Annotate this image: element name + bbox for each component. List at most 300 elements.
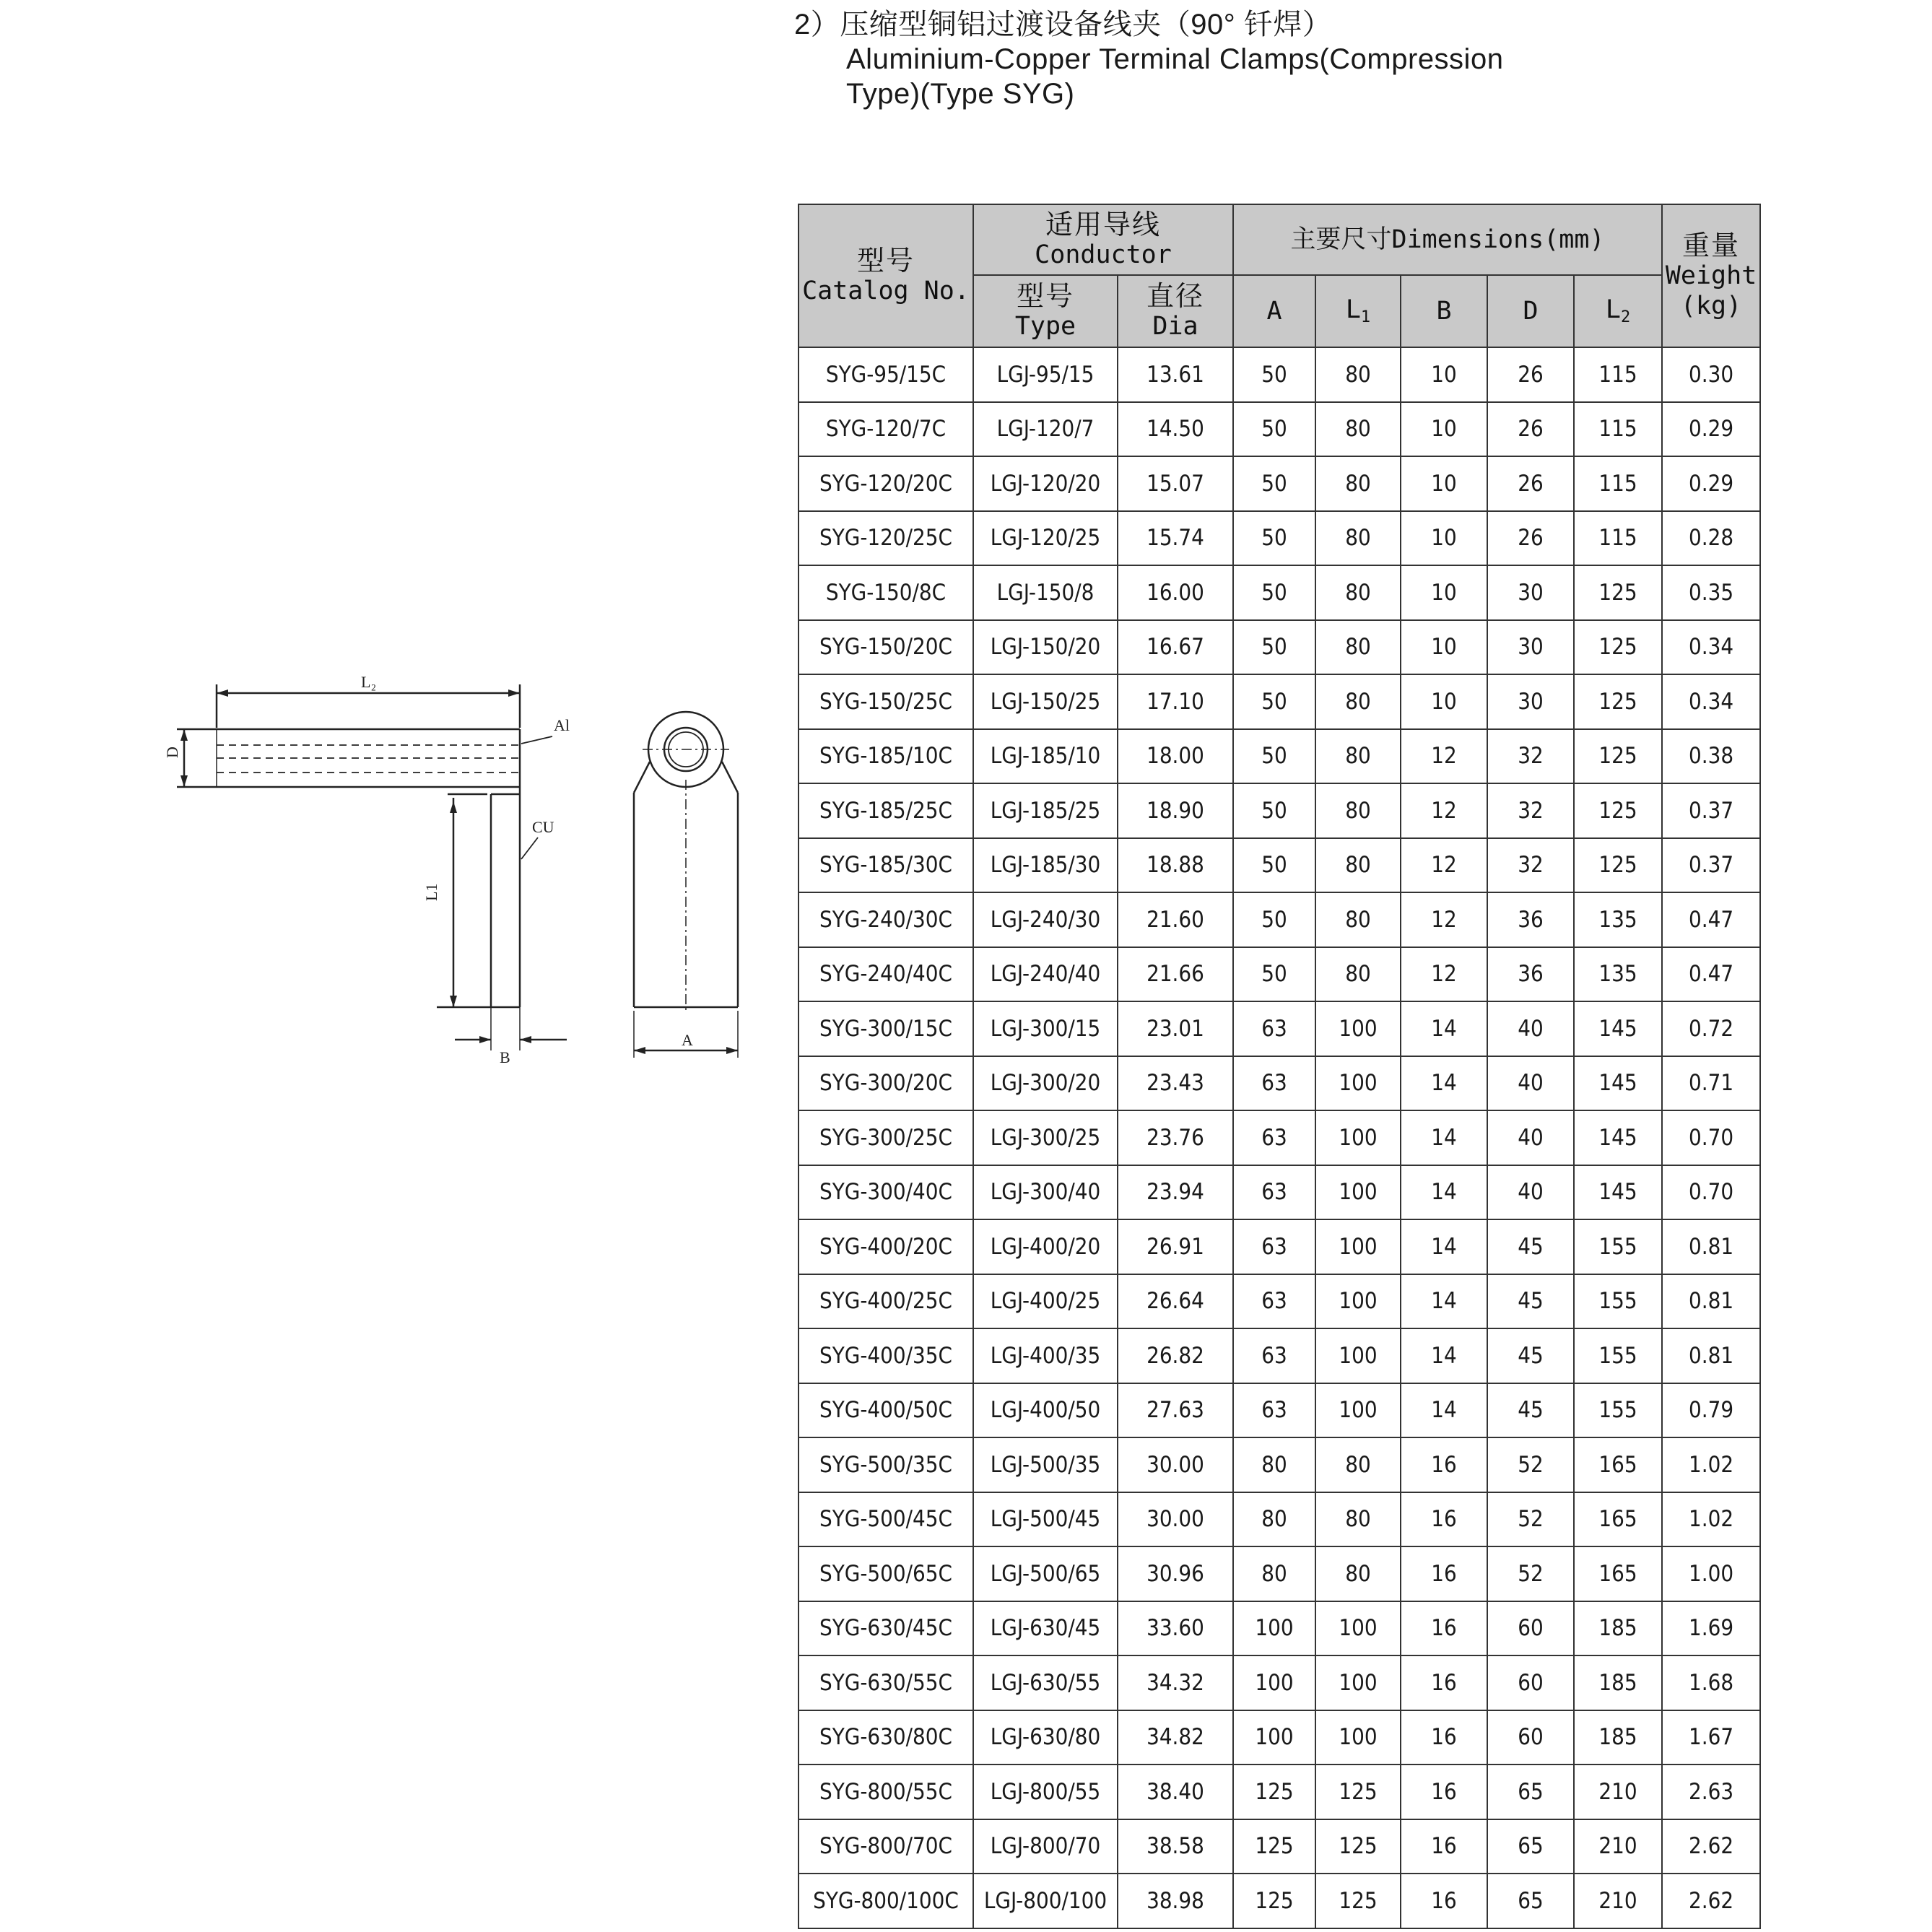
cell-conductor-dia: 14.50 bbox=[1118, 402, 1233, 457]
cell-dim-l2: 185 bbox=[1574, 1655, 1662, 1710]
table-row bbox=[799, 511, 1760, 566]
cell-catalog-no: SYG-185/10C bbox=[799, 729, 973, 784]
cell-conductor-type: LGJ-800/70 bbox=[973, 1819, 1118, 1874]
cell-conductor-type: LGJ-300/20 bbox=[973, 1056, 1118, 1111]
cell-conductor-dia: 17.10 bbox=[1118, 674, 1233, 729]
cell-dim-l2: 125 bbox=[1574, 783, 1662, 838]
cell-dim-l2: 210 bbox=[1574, 1874, 1662, 1928]
cell-dim-d: 36 bbox=[1487, 892, 1574, 947]
table-row bbox=[799, 838, 1760, 893]
cell-dim-a: 50 bbox=[1233, 347, 1315, 402]
cell-dim-a: 50 bbox=[1233, 674, 1315, 729]
cell-dim-d: 32 bbox=[1487, 838, 1574, 893]
cell-weight: 1.02 bbox=[1662, 1437, 1760, 1492]
header-col-l2-main: L bbox=[1605, 295, 1621, 324]
cell-dim-d: 26 bbox=[1487, 347, 1574, 402]
cell-dim-b: 12 bbox=[1401, 947, 1487, 1002]
arrow-d-top bbox=[180, 729, 188, 741]
arrow-l1-bottom bbox=[450, 996, 457, 1007]
header-type-cn: 型号 bbox=[1016, 280, 1074, 312]
cell-dim-l2: 155 bbox=[1574, 1274, 1662, 1329]
table-row bbox=[799, 1383, 1760, 1438]
cell-conductor-dia: 34.82 bbox=[1118, 1710, 1233, 1765]
cell-dim-d: 65 bbox=[1487, 1765, 1574, 1819]
table-row bbox=[799, 1110, 1760, 1165]
cell-weight: 1.02 bbox=[1662, 1492, 1760, 1547]
cell-conductor-type: LGJ-120/25 bbox=[973, 511, 1118, 566]
cell-dim-l1: 100 bbox=[1315, 1219, 1401, 1274]
cell-dim-l2: 165 bbox=[1574, 1546, 1662, 1601]
cell-dim-a: 50 bbox=[1233, 892, 1315, 947]
cell-conductor-dia: 34.32 bbox=[1118, 1655, 1233, 1710]
cell-conductor-dia: 23.76 bbox=[1118, 1110, 1233, 1165]
cell-catalog-no: SYG-630/55C bbox=[799, 1655, 973, 1710]
cell-conductor-dia: 16.00 bbox=[1118, 565, 1233, 620]
header-weight bbox=[1662, 204, 1760, 347]
cell-dim-l2: 125 bbox=[1574, 674, 1662, 729]
cell-dim-l2: 165 bbox=[1574, 1492, 1662, 1547]
cell-dim-l1: 100 bbox=[1315, 1274, 1401, 1329]
cell-dim-a: 80 bbox=[1233, 1437, 1315, 1492]
arrow-l2-left bbox=[217, 689, 228, 697]
cell-catalog-no: SYG-150/25C bbox=[799, 674, 973, 729]
cell-conductor-dia: 33.60 bbox=[1118, 1601, 1233, 1656]
cell-dim-l2: 210 bbox=[1574, 1765, 1662, 1819]
cell-dim-l1: 80 bbox=[1315, 1492, 1401, 1547]
spec-table bbox=[798, 204, 1761, 1929]
cell-weight: 0.72 bbox=[1662, 1001, 1760, 1056]
cell-dim-l1: 80 bbox=[1315, 456, 1401, 511]
cell-dim-a: 50 bbox=[1233, 456, 1315, 511]
cell-dim-a: 63 bbox=[1233, 1383, 1315, 1438]
cell-conductor-type: LGJ-150/8 bbox=[973, 565, 1118, 620]
cell-weight: 0.70 bbox=[1662, 1110, 1760, 1165]
table-row bbox=[799, 1710, 1760, 1765]
cell-dim-l2: 145 bbox=[1574, 1165, 1662, 1220]
cell-dim-d: 52 bbox=[1487, 1437, 1574, 1492]
cell-dim-b: 12 bbox=[1401, 892, 1487, 947]
cell-catalog-no: SYG-800/55C bbox=[799, 1765, 973, 1819]
cell-dim-a: 63 bbox=[1233, 1328, 1315, 1383]
cell-dim-a: 100 bbox=[1233, 1655, 1315, 1710]
clamp-drawing bbox=[144, 664, 794, 1069]
cell-dim-b: 16 bbox=[1401, 1765, 1487, 1819]
cell-dim-a: 50 bbox=[1233, 402, 1315, 457]
header-col-l2-sub: 2 bbox=[1620, 308, 1631, 326]
cell-conductor-dia: 16.67 bbox=[1118, 620, 1233, 675]
header-col-d: D bbox=[1487, 275, 1574, 347]
cell-dim-a: 125 bbox=[1233, 1874, 1315, 1928]
cell-conductor-type: LGJ-300/40 bbox=[973, 1165, 1118, 1220]
header-catalog-en: Catalog No. bbox=[802, 277, 970, 305]
cell-dim-a: 50 bbox=[1233, 729, 1315, 784]
cell-dim-l1: 125 bbox=[1315, 1765, 1401, 1819]
cell-dim-l2: 145 bbox=[1574, 1056, 1662, 1111]
table-row bbox=[799, 1274, 1760, 1329]
cell-dim-b: 16 bbox=[1401, 1710, 1487, 1765]
cell-dim-a: 50 bbox=[1233, 838, 1315, 893]
cell-dim-l2: 185 bbox=[1574, 1710, 1662, 1765]
header-weight-cn: 重量 bbox=[1682, 230, 1741, 261]
cell-dim-b: 16 bbox=[1401, 1601, 1487, 1656]
cell-dim-a: 125 bbox=[1233, 1819, 1315, 1874]
cell-dim-b: 14 bbox=[1401, 1056, 1487, 1111]
side-view bbox=[163, 673, 570, 1066]
cell-dim-b: 16 bbox=[1401, 1874, 1487, 1928]
cell-dim-l1: 80 bbox=[1315, 1437, 1401, 1492]
cell-dim-a: 63 bbox=[1233, 1165, 1315, 1220]
cell-dim-l1: 80 bbox=[1315, 674, 1401, 729]
cell-dim-l2: 165 bbox=[1574, 1437, 1662, 1492]
cell-catalog-no: SYG-240/40C bbox=[799, 947, 973, 1002]
cell-dim-b: 14 bbox=[1401, 1274, 1487, 1329]
cell-conductor-type: LGJ-800/55 bbox=[973, 1765, 1118, 1819]
cell-catalog-no: SYG-120/25C bbox=[799, 511, 973, 566]
cell-catalog-no: SYG-400/50C bbox=[799, 1383, 973, 1438]
arrow-b-right bbox=[520, 1036, 531, 1043]
cell-dim-b: 14 bbox=[1401, 1328, 1487, 1383]
cell-conductor-type: LGJ-630/55 bbox=[973, 1655, 1118, 1710]
title-cn: 2）压缩型铜铝过渡设备线夹（90° 钎焊） bbox=[794, 9, 1332, 40]
cell-conductor-dia: 26.64 bbox=[1118, 1274, 1233, 1329]
cell-conductor-type: LGJ-150/20 bbox=[973, 620, 1118, 675]
cell-dim-d: 40 bbox=[1487, 1056, 1574, 1111]
cell-weight: 0.79 bbox=[1662, 1383, 1760, 1438]
cell-conductor-dia: 18.88 bbox=[1118, 838, 1233, 893]
cell-dim-l1: 80 bbox=[1315, 892, 1401, 947]
table-row bbox=[799, 1492, 1760, 1547]
cell-weight: 0.29 bbox=[1662, 456, 1760, 511]
cell-conductor-dia: 26.91 bbox=[1118, 1219, 1233, 1274]
cell-weight: 2.62 bbox=[1662, 1874, 1760, 1928]
cell-conductor-dia: 38.98 bbox=[1118, 1874, 1233, 1928]
cell-weight: 0.81 bbox=[1662, 1274, 1760, 1329]
cell-conductor-dia: 30.96 bbox=[1118, 1546, 1233, 1601]
cell-weight: 1.00 bbox=[1662, 1546, 1760, 1601]
label-l1: L1 bbox=[422, 883, 440, 901]
cell-dim-d: 36 bbox=[1487, 947, 1574, 1002]
cell-conductor-dia: 27.63 bbox=[1118, 1383, 1233, 1438]
cell-dim-b: 14 bbox=[1401, 1001, 1487, 1056]
header-catalog-cn: 型号 bbox=[856, 245, 915, 277]
cell-weight: 0.47 bbox=[1662, 892, 1760, 947]
cell-dim-l2: 115 bbox=[1574, 347, 1662, 402]
header-dimensions-label: 主要尺寸Dimensions(mm) bbox=[1290, 225, 1605, 254]
cell-dim-l2: 145 bbox=[1574, 1001, 1662, 1056]
cell-weight: 0.28 bbox=[1662, 511, 1760, 566]
cell-dim-l2: 135 bbox=[1574, 947, 1662, 1002]
label-al: Al bbox=[554, 716, 570, 734]
cell-catalog-no: SYG-150/20C bbox=[799, 620, 973, 675]
cell-conductor-dia: 15.07 bbox=[1118, 456, 1233, 511]
cell-conductor-dia: 21.60 bbox=[1118, 892, 1233, 947]
cell-dim-b: 14 bbox=[1401, 1383, 1487, 1438]
cell-conductor-type: LGJ-185/25 bbox=[973, 783, 1118, 838]
cell-dim-b: 10 bbox=[1401, 620, 1487, 675]
cell-dim-b: 10 bbox=[1401, 456, 1487, 511]
cell-dim-l1: 80 bbox=[1315, 947, 1401, 1002]
table-row bbox=[799, 1001, 1760, 1056]
cell-weight: 0.34 bbox=[1662, 620, 1760, 675]
cell-dim-l1: 80 bbox=[1315, 511, 1401, 566]
header-conductor-en: Conductor bbox=[1035, 240, 1172, 269]
cell-weight: 1.67 bbox=[1662, 1710, 1760, 1765]
label-l2: L₂ bbox=[361, 673, 377, 691]
label-cu: CU bbox=[532, 818, 554, 836]
table-row bbox=[799, 1219, 1760, 1274]
cell-dim-b: 16 bbox=[1401, 1437, 1487, 1492]
header-weight-unit: (kg) bbox=[1680, 292, 1742, 321]
cell-dim-d: 40 bbox=[1487, 1165, 1574, 1220]
table-row bbox=[799, 620, 1760, 675]
cell-weight: 0.37 bbox=[1662, 783, 1760, 838]
arrow-d-bottom bbox=[180, 775, 188, 787]
cell-catalog-no: SYG-400/35C bbox=[799, 1328, 973, 1383]
cell-conductor-dia: 23.43 bbox=[1118, 1056, 1233, 1111]
table-row bbox=[799, 674, 1760, 729]
cell-dim-d: 26 bbox=[1487, 456, 1574, 511]
header-col-l1-sub: 1 bbox=[1360, 308, 1371, 326]
table-row bbox=[799, 347, 1760, 402]
cell-dim-b: 10 bbox=[1401, 402, 1487, 457]
cell-conductor-dia: 21.66 bbox=[1118, 947, 1233, 1002]
cell-dim-a: 63 bbox=[1233, 1110, 1315, 1165]
arrow-l2-right bbox=[508, 689, 520, 697]
cell-dim-d: 60 bbox=[1487, 1601, 1574, 1656]
cell-dim-l1: 80 bbox=[1315, 565, 1401, 620]
cell-dim-l2: 185 bbox=[1574, 1601, 1662, 1656]
cell-conductor-type: LGJ-95/15 bbox=[973, 347, 1118, 402]
table-row bbox=[799, 1765, 1760, 1819]
cell-conductor-type: LGJ-400/50 bbox=[973, 1383, 1118, 1438]
cell-dim-d: 65 bbox=[1487, 1874, 1574, 1928]
header-col-b: B bbox=[1401, 275, 1487, 347]
cell-dim-l1: 80 bbox=[1315, 347, 1401, 402]
cell-dim-b: 16 bbox=[1401, 1546, 1487, 1601]
header-col-l1-main: L bbox=[1345, 295, 1361, 324]
table-row bbox=[799, 1655, 1760, 1710]
header-dia-cn: 直径 bbox=[1146, 280, 1204, 312]
arrow-a-right bbox=[726, 1047, 738, 1054]
cell-weight: 2.63 bbox=[1662, 1765, 1760, 1819]
cell-dim-d: 26 bbox=[1487, 511, 1574, 566]
cell-dim-l2: 135 bbox=[1574, 892, 1662, 947]
front-shoulder-right bbox=[722, 762, 738, 793]
cell-dim-b: 12 bbox=[1401, 729, 1487, 784]
cell-dim-l2: 125 bbox=[1574, 620, 1662, 675]
cell-dim-d: 52 bbox=[1487, 1492, 1574, 1547]
cell-catalog-no: SYG-300/15C bbox=[799, 1001, 973, 1056]
cell-dim-d: 45 bbox=[1487, 1383, 1574, 1438]
cell-dim-a: 63 bbox=[1233, 1219, 1315, 1274]
cell-dim-l1: 100 bbox=[1315, 1601, 1401, 1656]
cell-catalog-no: SYG-500/45C bbox=[799, 1492, 973, 1547]
cell-dim-d: 40 bbox=[1487, 1001, 1574, 1056]
label-a: A bbox=[682, 1031, 693, 1049]
arrow-a-left bbox=[634, 1047, 645, 1054]
cell-dim-l1: 100 bbox=[1315, 1056, 1401, 1111]
cell-catalog-no: SYG-400/20C bbox=[799, 1219, 973, 1274]
cell-dim-l1: 100 bbox=[1315, 1383, 1401, 1438]
cell-dim-b: 14 bbox=[1401, 1165, 1487, 1220]
cell-dim-b: 14 bbox=[1401, 1219, 1487, 1274]
cell-dim-a: 50 bbox=[1233, 565, 1315, 620]
cell-catalog-no: SYG-300/20C bbox=[799, 1056, 973, 1111]
cell-dim-l1: 100 bbox=[1315, 1655, 1401, 1710]
cell-weight: 0.35 bbox=[1662, 565, 1760, 620]
cell-dim-b: 16 bbox=[1401, 1655, 1487, 1710]
header-dimensions bbox=[1233, 204, 1662, 275]
cell-dim-d: 45 bbox=[1487, 1274, 1574, 1329]
table-row bbox=[799, 1874, 1760, 1928]
cell-dim-l2: 115 bbox=[1574, 402, 1662, 457]
cell-dim-d: 40 bbox=[1487, 1110, 1574, 1165]
cell-conductor-type: LGJ-630/80 bbox=[973, 1710, 1118, 1765]
table-row bbox=[799, 1546, 1760, 1601]
cell-conductor-dia: 23.94 bbox=[1118, 1165, 1233, 1220]
table-row bbox=[799, 783, 1760, 838]
cell-conductor-type: LGJ-185/10 bbox=[973, 729, 1118, 784]
table-row bbox=[799, 947, 1760, 1002]
cell-catalog-no: SYG-800/100C bbox=[799, 1874, 973, 1928]
cell-dim-d: 30 bbox=[1487, 620, 1574, 675]
cell-dim-a: 50 bbox=[1233, 511, 1315, 566]
cell-weight: 1.69 bbox=[1662, 1601, 1760, 1656]
front-shoulder-left bbox=[634, 762, 650, 793]
cell-weight: 0.71 bbox=[1662, 1056, 1760, 1111]
cell-dim-l2: 155 bbox=[1574, 1328, 1662, 1383]
cell-dim-d: 26 bbox=[1487, 402, 1574, 457]
cell-dim-a: 63 bbox=[1233, 1056, 1315, 1111]
header-col-l1 bbox=[1315, 275, 1401, 347]
table-row bbox=[799, 729, 1760, 784]
cell-weight: 0.37 bbox=[1662, 838, 1760, 893]
cell-catalog-no: SYG-150/8C bbox=[799, 565, 973, 620]
cell-weight: 1.68 bbox=[1662, 1655, 1760, 1710]
cell-dim-d: 60 bbox=[1487, 1710, 1574, 1765]
cell-catalog-no: SYG-185/30C bbox=[799, 838, 973, 893]
cell-dim-a: 50 bbox=[1233, 620, 1315, 675]
cell-conductor-dia: 26.82 bbox=[1118, 1328, 1233, 1383]
header-col-l2 bbox=[1574, 275, 1662, 347]
cell-catalog-no: SYG-185/25C bbox=[799, 783, 973, 838]
cell-catalog-no: SYG-120/7C bbox=[799, 402, 973, 457]
cell-catalog-no: SYG-800/70C bbox=[799, 1819, 973, 1874]
cell-dim-l2: 145 bbox=[1574, 1110, 1662, 1165]
table-row bbox=[799, 565, 1760, 620]
cell-dim-l2: 155 bbox=[1574, 1219, 1662, 1274]
cell-dim-l1: 80 bbox=[1315, 620, 1401, 675]
cell-dim-l1: 125 bbox=[1315, 1874, 1401, 1928]
cell-dim-a: 50 bbox=[1233, 947, 1315, 1002]
cell-conductor-type: LGJ-120/7 bbox=[973, 402, 1118, 457]
cell-dim-d: 30 bbox=[1487, 565, 1574, 620]
cell-conductor-type: LGJ-800/100 bbox=[973, 1874, 1118, 1928]
cell-weight: 0.70 bbox=[1662, 1165, 1760, 1220]
cell-conductor-dia: 30.00 bbox=[1118, 1492, 1233, 1547]
cell-dim-d: 32 bbox=[1487, 783, 1574, 838]
cell-dim-l1: 125 bbox=[1315, 1819, 1401, 1874]
cell-dim-b: 14 bbox=[1401, 1110, 1487, 1165]
cell-conductor-dia: 38.40 bbox=[1118, 1765, 1233, 1819]
arrow-l1-top bbox=[450, 801, 457, 813]
label-d: D bbox=[163, 747, 181, 758]
header-weight-en: Weight bbox=[1665, 261, 1757, 290]
cell-dim-b: 10 bbox=[1401, 674, 1487, 729]
clamp-drawing-svg bbox=[144, 664, 794, 1069]
cell-weight: 0.34 bbox=[1662, 674, 1760, 729]
cell-conductor-dia: 15.74 bbox=[1118, 511, 1233, 566]
table-row bbox=[799, 1819, 1760, 1874]
table-row bbox=[799, 1056, 1760, 1111]
cell-dim-l2: 125 bbox=[1574, 838, 1662, 893]
header-row-1 bbox=[799, 204, 1760, 275]
cell-catalog-no: SYG-95/15C bbox=[799, 347, 973, 402]
cell-conductor-type: LGJ-240/30 bbox=[973, 892, 1118, 947]
leader-cu bbox=[521, 837, 538, 859]
cell-catalog-no: SYG-500/65C bbox=[799, 1546, 973, 1601]
cell-dim-l2: 125 bbox=[1574, 729, 1662, 784]
cell-weight: 0.29 bbox=[1662, 402, 1760, 457]
cell-conductor-type: LGJ-500/65 bbox=[973, 1546, 1118, 1601]
cell-dim-l1: 100 bbox=[1315, 1110, 1401, 1165]
cell-dim-l1: 80 bbox=[1315, 838, 1401, 893]
table-row bbox=[799, 402, 1760, 457]
cell-dim-l1: 100 bbox=[1315, 1001, 1401, 1056]
cell-dim-l2: 210 bbox=[1574, 1819, 1662, 1874]
cell-conductor-dia: 38.58 bbox=[1118, 1819, 1233, 1874]
cell-dim-l1: 100 bbox=[1315, 1165, 1401, 1220]
cell-dim-d: 30 bbox=[1487, 674, 1574, 729]
cell-conductor-type: LGJ-500/35 bbox=[973, 1437, 1118, 1492]
header-conductor bbox=[973, 204, 1233, 275]
cell-dim-b: 16 bbox=[1401, 1492, 1487, 1547]
cell-catalog-no: SYG-630/80C bbox=[799, 1710, 973, 1765]
cell-dim-l1: 100 bbox=[1315, 1328, 1401, 1383]
table-row bbox=[799, 1601, 1760, 1656]
header-dia-en: Dia bbox=[1152, 312, 1198, 341]
cell-dim-d: 60 bbox=[1487, 1655, 1574, 1710]
cell-weight: 0.81 bbox=[1662, 1328, 1760, 1383]
cell-dim-d: 45 bbox=[1487, 1328, 1574, 1383]
header-dia bbox=[1118, 275, 1233, 347]
cell-dim-l1: 100 bbox=[1315, 1710, 1401, 1765]
cell-dim-d: 32 bbox=[1487, 729, 1574, 784]
title-en-line2: Type)(Type SYG) bbox=[846, 78, 1075, 110]
cell-conductor-type: LGJ-185/30 bbox=[973, 838, 1118, 893]
label-b: B bbox=[500, 1048, 510, 1066]
header-conductor-cn: 适用导线 bbox=[1045, 209, 1161, 240]
cell-dim-a: 125 bbox=[1233, 1765, 1315, 1819]
cell-conductor-type: LGJ-120/20 bbox=[973, 456, 1118, 511]
page-title bbox=[794, 7, 1877, 111]
cell-dim-l1: 80 bbox=[1315, 729, 1401, 784]
cell-dim-a: 100 bbox=[1233, 1601, 1315, 1656]
cell-conductor-dia: 30.00 bbox=[1118, 1437, 1233, 1492]
cell-conductor-dia: 18.90 bbox=[1118, 783, 1233, 838]
cell-dim-a: 100 bbox=[1233, 1710, 1315, 1765]
cell-weight: 0.81 bbox=[1662, 1219, 1760, 1274]
cell-dim-a: 63 bbox=[1233, 1274, 1315, 1329]
cell-dim-l1: 80 bbox=[1315, 1546, 1401, 1601]
cell-conductor-dia: 13.61 bbox=[1118, 347, 1233, 402]
cell-conductor-type: LGJ-150/25 bbox=[973, 674, 1118, 729]
table-row bbox=[799, 1437, 1760, 1492]
cell-dim-l1: 80 bbox=[1315, 783, 1401, 838]
cell-catalog-no: SYG-500/35C bbox=[799, 1437, 973, 1492]
cell-dim-l2: 115 bbox=[1574, 511, 1662, 566]
table-body bbox=[799, 347, 1760, 1928]
